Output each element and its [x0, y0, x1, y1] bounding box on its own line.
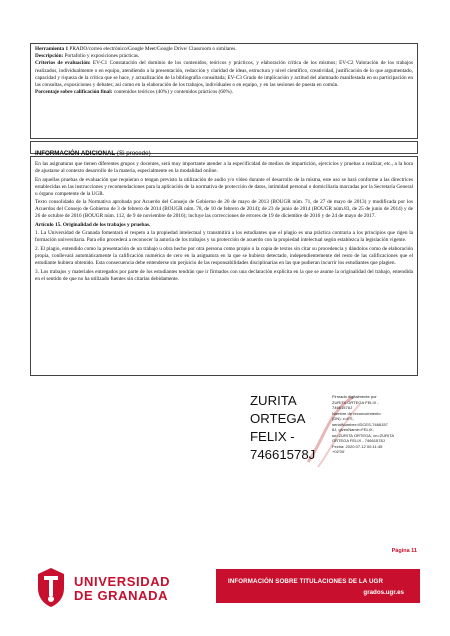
logo-line-1: UNIVERSIDAD [74, 574, 171, 589]
evaluation-tool-box [30, 43, 418, 139]
description-label: Descripción: [35, 53, 64, 60]
additional-info-title: INFORMACIÓN ADICIONAL [35, 150, 116, 157]
signature-detail-line: 8J, givenName=FELIX, [332, 427, 374, 432]
signature-detail-line: ZURITA ORTEGA FELIX - [332, 399, 379, 405]
tool-text: PRADO/correo electrónico/Google Meet/Google Drive/ Classroom o similares. [68, 46, 237, 52]
signer-name-line: ZURITA [250, 393, 297, 408]
percentage-label: Porcentaje sobre calificación final: [35, 89, 113, 96]
page-number: Página 11 [391, 548, 417, 554]
signer-name [250, 392, 330, 464]
paragraph-groups: En las asignaturas que tienen diferentes grupos y docentes, será muy importante atender a la especificidad de medios de impartición, ejercicios y pruebas a realizar, etc., a la hora de ajustarse al contexto desarrollo de la materia, especialmente en la modalidad online. [35, 161, 413, 175]
signer-name-line: ORTEGA [250, 411, 306, 426]
signature-detail-line: +02'00' [332, 449, 345, 454]
signature-detail-line: Fecha: 2020.07.12 00:11:45 [332, 443, 383, 449]
signer-name-line: FELIX - [250, 429, 295, 444]
additional-info-header [30, 141, 418, 157]
university-logo [34, 566, 204, 608]
signature-detail-line: 74661578J [332, 405, 353, 410]
signature-detail-line: (DN): c=ES, [332, 416, 354, 421]
university-crest-icon [34, 566, 68, 608]
signature-detail-line: Firmado digitalmente por [332, 394, 377, 399]
additional-info-subtitle: (Si procede) [115, 150, 151, 157]
paragraph-normativa: Texto consolidado de la Normativa aprobada por Acuerdo del Consejo de Gobierno de 20 de mayo de 2013 (BOUGR núm. 71, de 27 de mayo de 2013) y modificada por los Acuerdos del Consejo de Gobierno de 3 de febrero de 2014 (BOUGR núm. 78, de 10 de febrero de 2014); de 23 de junio de 2014 (BOUGR núm.83, de 25 de junio de 2014) y de 26 de octubre de 2016 (BOUGR núm. 112, de 9 de noviembre de 2016); incluye las correcciones de errores de 19 de diciembre de 2016 y de 24 de mayo de 2017. [35, 199, 413, 220]
signature-detail-line: ORTEGA FELIX - 74661578J [332, 438, 385, 443]
banner-title: INFORMACIÓN SOBRE TITULACIONES DE LA UGR [228, 578, 384, 585]
paragraph-article-15-3: 3. Los trabajos y materiales entregados por parte de los estudiantes tendrán que ir firmados con una declaración explícita en la que se asume la originalidad del trabajo, entendida en el sentido de que no ha utilizado fuentes sin citarlas debidamente. [35, 268, 413, 282]
description-text: Portafolio y exposiciones prácticas. [63, 53, 140, 60]
article-15-heading: Artículo 15. Originalidad de los trabajos y pruebas. [35, 221, 151, 228]
criteria-line [35, 60, 413, 89]
tool-label: Herramienta 1 [35, 46, 69, 52]
degree-info-banner[interactable] [216, 569, 420, 603]
additional-info-box [30, 156, 418, 376]
digital-signature [250, 390, 430, 480]
criteria-text: EV-C1 Constatación del dominio de los contenidos, teóricos y prácticos, y elaboración crítica de los mismos; EV-C2 Valoración de los trabajos realizados, individualmente o en equipo, atendiendo a la presentación, redacción y claridad de ideas, estructura y nivel científico, creatividad, justificación de lo que argumentado, capacidad y riqueza de la crítica que se hace, y actualización de la bibliografía consultada; EV-C3 Grado de implicación y actitud del alumnado manifestada en su participación en las consultas, exposiciones y debates; así como en la elaboración de los trabajos, individuales o en equipo, y en las sesiones de puesta en común. [35, 60, 413, 89]
signer-name-line: 74661578J [250, 447, 316, 462]
paragraph-article-15-2: 2. El plagio, entendido como la presentación de un trabajo u obra hecho por otra persona como propio o la copia de textos sin citar su procedencia y dándolos como de elaboración propia, conllevará automáticamente la calificación numérica de cero en la asignatura en la que se hubiera detectado, independientemente del resto de las calificaciones que el estudiante hubiera obtenido. Esta consecuencia debe entenderse sin perjuicio de las responsabilidades disciplinarias en las que pudieran incurrir los estudiantes que plagien. [35, 246, 413, 267]
logo-line-2: DE GRANADA [74, 588, 169, 603]
paragraph-article-15-1: 1. La Universidad de Granada fomentará el respeto a la propiedad intelectual y transmitirá a los estudiantes que el plagio es una práctica contraria a los principios que rigen la formación universitaria. Para ello procederá a reconocer la autoría de los trabajos y su protección de acuerdo con la propiedad intelectual según establezca la legislación vigente. [35, 230, 413, 244]
signature-details [332, 394, 422, 455]
signature-detail-line: serialNumber=IDCES-7466157 [332, 421, 388, 427]
description-line [35, 53, 413, 60]
banner-url-link[interactable]: grados.ugr.es [363, 589, 404, 596]
criteria-label: Criterios de evaluación: [35, 60, 91, 67]
signature-detail-line: Nombre de reconocimiento [332, 410, 381, 416]
signature-detail-line: sn=ZURITA ORTEGA, cn=ZURITA [332, 432, 395, 438]
percentage-text: contenidos teóricos (40%) y contenidos prácticos (60%). [112, 89, 233, 96]
paragraph-audio-video: En aquellas pruebas de evaluación que requieran o tengan previsto la utilización de audio y/o vídeo durante el desarrollo de la misma, este uso se hará conforme a las directrices establecidas en las instrucciones y recomendaciones para la aplicación de la normativa de protección de datos, intimidad personal o domiciliaria marcadas por la Secretaría General u órgano competente de la UGR. [35, 176, 413, 197]
percentage-line [35, 89, 413, 96]
